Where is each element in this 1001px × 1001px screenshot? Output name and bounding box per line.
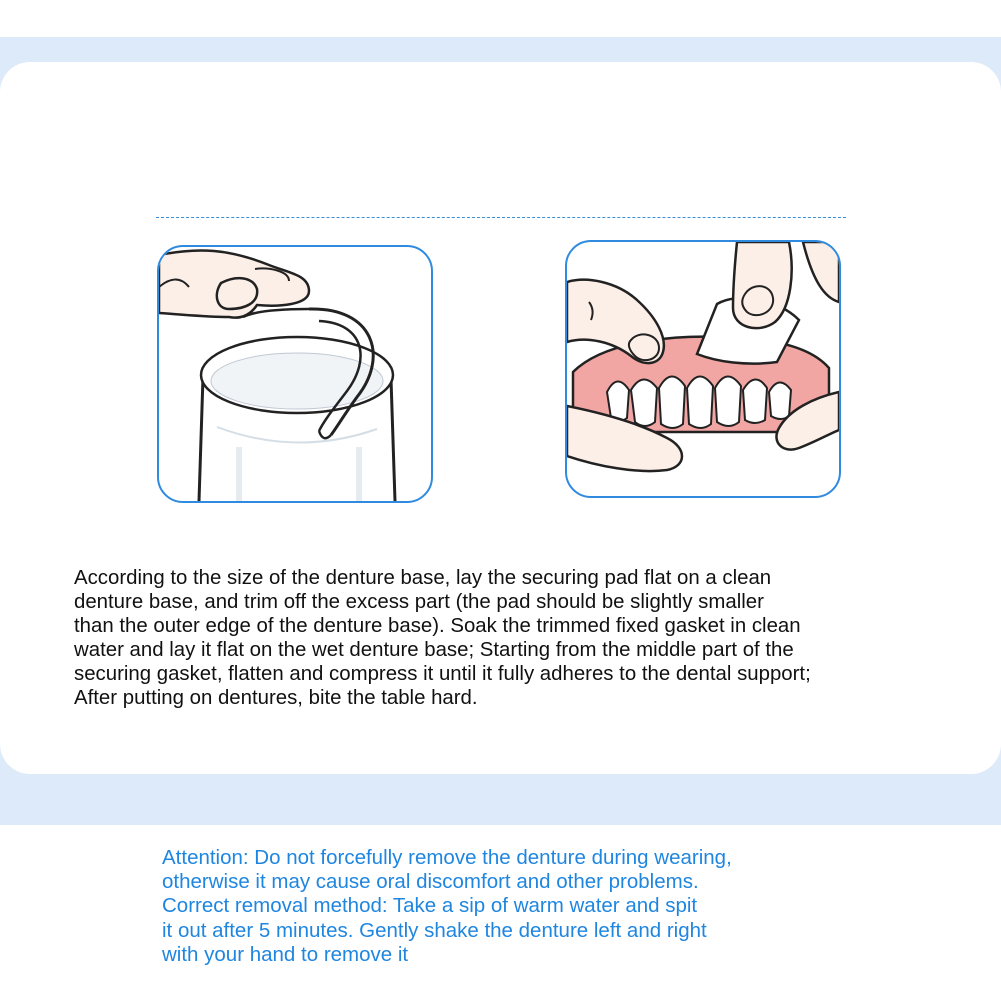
illustration-press-pad <box>565 240 841 498</box>
attention-note: Attention: Do not forcefully remove the denture during wearing, otherwise it may cause oral discomfort and other problems. Correct removal method: Take a sip of warm water and spit it out after 5 minutes. Gently shake the denture left and right with your hand to remove it <box>162 846 732 966</box>
illustration-soak-pad <box>157 245 433 503</box>
hands-pressing-pad-onto-denture-icon <box>567 242 839 496</box>
dashed-divider <box>156 217 846 218</box>
instructions-paragraph: According to the size of the denture base, lay the securing pad flat on a clean denture base, and trim off the excess part (the pad should be slightly smaller than the outer edge of the denture base). Soak the trimmed fixed gasket in clean water and lay it flat on the wet denture base; Starting from the middle part of the securing gasket, flatten and compress it until it fully adheres to the dental support; After putting on dentures, bite the table hard. <box>74 567 811 709</box>
top-strip <box>0 0 1001 37</box>
hand-holding-pad-over-water-cup-icon <box>159 247 431 501</box>
